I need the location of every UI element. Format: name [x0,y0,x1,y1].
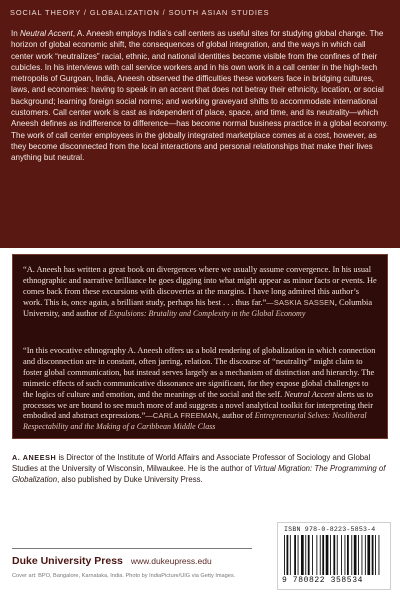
barcode-bar [347,535,349,575]
quote-author: —SASKIA SASSEN [266,297,335,307]
barcode-bar [362,535,363,575]
isbn-barcode [277,522,391,590]
author-bio [12,452,388,485]
barcode-digits: 9 780822 358534 [282,576,364,585]
barcode-bar [345,535,346,575]
barcode-bar [305,535,306,575]
endorsements-panel [12,254,388,439]
publisher-url: www.dukeupress.edu [130,556,212,566]
barcode-bar [298,535,299,575]
barcode-bar [351,535,352,575]
endorsement-quote [23,346,379,433]
barcode-bar [312,535,313,575]
author-name: A. ANEESH [12,453,57,462]
barcode-bar [287,535,289,575]
subject-categories: SOCIAL THEORY / GLOBALIZATION / SOUTH ASIAN STUDIES [10,8,270,17]
barcode-bar [308,535,310,575]
barcode-bar [284,535,285,575]
description-band [0,0,400,248]
barcode-bars [282,535,386,575]
barcode-bar [294,535,296,575]
endorsement-quote [23,265,379,320]
barcode-bar [354,535,357,575]
barcode-bar [365,535,366,575]
publisher-name: Duke University Press [12,555,123,567]
barcode-bar [367,535,370,575]
barcode-bar [372,535,374,575]
quote-inline-title: Neutral Accent [284,389,335,399]
isbn-number: ISBN 978-0-8223-5853-4 [284,526,376,533]
bio-text-after: , also published by Duke University Press. [57,475,203,484]
book-description [11,28,389,164]
bio-book: Virtual Migration: The Programming of Globalization [12,464,386,484]
quote-text-after: alerts us to processes we are bound to see much more of and suggests a novel analytical toolkit for interpreting their embodied and abstract expressions.” [23,389,374,421]
barcode-bar [320,535,321,575]
desc-text: , A. Aneesh employs India’s call centers as useful sites for studying global change. The horizon of global economic shift, the consequences of global integration, and the ways in which call center work “neutralizes” racial, ethnic, and national identities become visible from the confines of their cubicles. In his interviews with call service workers and in his own work in a call center in the high-tech metropolis of Gurgoan, India, Aneesh observed the difficulties these workers face in bridging cultures, laws, and economies: having to speak in an accent that does not betray their ethnicity, location, or social background; learning foreign social norms; and working graveyard shifts to accommodate international customers. Call center work is cast as independent of place, space, and time, and its neutrality—which Aneesh defines as indifference to difference—has become normal business practice in a global economy. The work of call center employees in the globally integrated marketplace comes at a cost, however, as they become disconnected from the local interactions and personal relationships that make their lives anything but neutral. [11,29,389,163]
quote-affiliation: , author of [217,411,255,421]
barcode-bar [333,535,335,575]
quote-author: —CARLA FREEMAN [145,411,218,421]
cover-credit: Cover art: BPO, Bangalore, Karnataka, India. Photo by IndiaPicture/UIG via Getty Images. [12,573,236,579]
publisher-line [12,548,252,569]
barcode-bar [322,535,324,575]
quote-work: Expulsions: Brutality and Complexity in the Global Economy [108,308,306,318]
desc-lead: In [11,29,20,38]
barcode-bar [375,535,376,575]
barcode-bar [301,535,304,575]
barcode-bar [337,535,338,575]
barcode-bar [341,535,342,575]
barcode-bar [290,535,291,575]
quote-affiliation: , Columbia University, and author of [23,297,373,318]
barcode-bar [330,535,331,575]
barcode-bar [316,535,317,575]
desc-book-title: Neutral Accent [20,29,73,38]
barcode-bar [379,535,380,575]
quote-text: “A. Aneesh has written a great book on divergences where we usually assume convergence. In his usual ethnographic and narrative brilliance he goes digging into what might appear as minor facts or events. He comes back from these excursions with discoveries at the margins. I have long admired this author’s work. This is, once again, a brilliant study, perhaps his best . . . thus far.” [23,265,377,307]
bio-text: is Director of the Institute of World Affairs and Associate Professor of Sociology and Global Studies at the University of Wisconsin, Milwaukee. He is the author of [12,453,371,473]
quote-text: “In this evocative ethnography A. Aneesh offers us a bold rendering of globalization in which connection and disconnection are in constant, often jarring, relation. The discourse of “neutrality” might claim to foster global communication, but instead serves largely as a mechanism of distinction and hierarchy. The mimetic effects of such communicative dissonance are significant, for they expose global challenges to the logics of culture and emotion, and the meanings of the social and the self. [23,346,376,399]
quote-work: Entrepreneurial Selves: Neoliberal Respectability and the Making of a Caribbean Middle Class [23,411,367,432]
barcode-bar [326,535,329,575]
barcode-bar [358,535,359,575]
